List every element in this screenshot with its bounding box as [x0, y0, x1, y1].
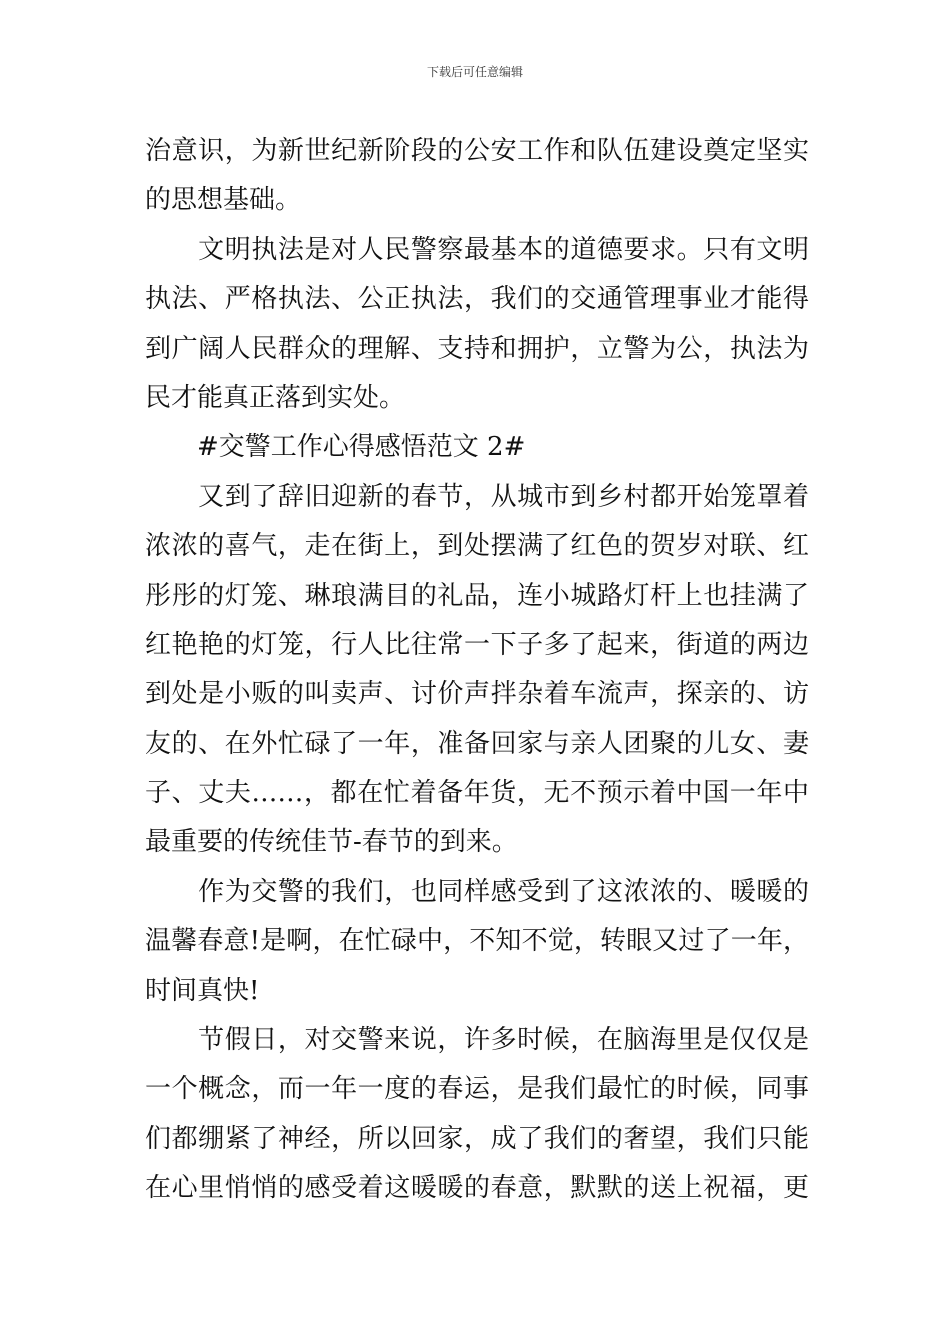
text-line: 又到了辞旧迎新的春节，从城市到乡村都开始笼罩着 [145, 481, 809, 512]
text-line: 执法、严格执法、公正执法，我们的交通管理事业才能得 [145, 284, 809, 315]
text-line: 在心里悄悄的感受着这暖暖的春意，默默的送上祝福，更 [145, 1173, 809, 1204]
text-line: 红艳艳的灯笼，行人比往常一下子多了起来，街道的两边 [145, 629, 809, 660]
text-line: 作为交警的我们，也同样感受到了这浓浓的、暖暖的 [145, 876, 809, 907]
text-line: 时间真快! [145, 975, 260, 1006]
text-line: 治意识，为新世纪新阶段的公安工作和队伍建设奠定坚实 [145, 136, 809, 166]
text-line: 到广阔人民群众的理解、支持和拥护，立警为公，执法为 [145, 333, 809, 364]
text-line: 一个概念，而一年一度的春运，是我们最忙的时候，同事 [145, 1074, 809, 1105]
page-header-note: 下载后可任意编辑 [426, 65, 523, 79]
text-line: 到处是小贩的叫卖声、讨价声拌杂着车流声，探亲的、访 [145, 679, 809, 710]
document-body [145, 127, 809, 1214]
text-line: 节假日，对交警来说，许多时候，在脑海里是仅仅是 [145, 1025, 809, 1056]
text-line: 友的、在外忙碌了一年，准备回家与亲人团聚的儿女、妻 [145, 728, 809, 759]
text-line: 最重要的传统佳节-春节的到来。 [145, 827, 518, 858]
text-line: 的思想基础。 [145, 185, 302, 216]
text-line: 子、丈夫……，都在忙着备年货，无不预示着中国一年中 [145, 778, 809, 809]
text-line: 浓浓的喜气，走在街上，到处摆满了红色的贺岁对联、红 [145, 531, 809, 562]
text-line: 民才能真正落到实处。 [145, 382, 406, 413]
text-line: 彤彤的灯笼、琳琅满目的礼品，连小城路灯杆上也挂满了 [145, 580, 809, 611]
text-line: 文明执法是对人民警察最基本的道德要求。只有文明 [145, 234, 809, 265]
text-line: 温馨春意!是啊，在忙碌中，不知不觉，转眼又过了一年， [145, 926, 809, 957]
text-line: 们都绷紧了神经，所以回家，成了我们的奢望，我们只能 [145, 1123, 809, 1154]
section-heading: #交警工作心得感悟范文 2# [145, 432, 526, 463]
